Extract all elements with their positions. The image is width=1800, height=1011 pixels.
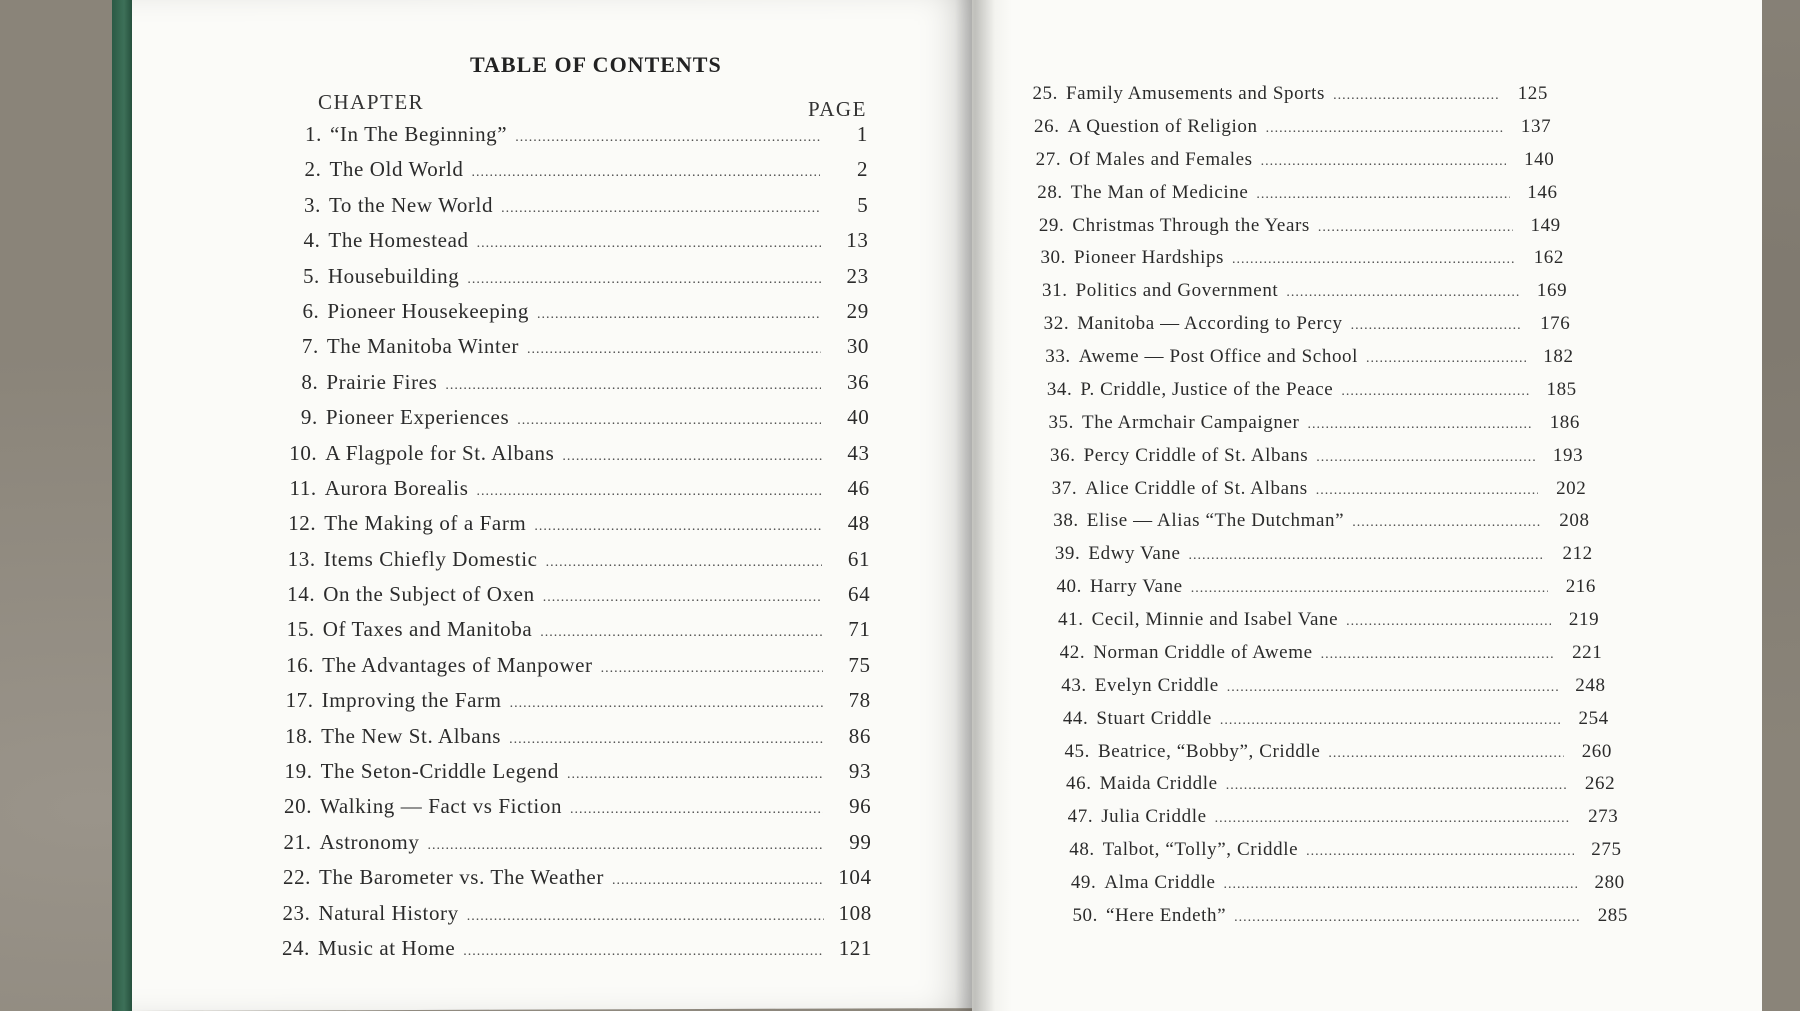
dot-leader [515, 130, 820, 146]
dot-leader [427, 838, 823, 854]
toc-entry [279, 476, 870, 501]
chapter-page-number: 182 [1543, 346, 1574, 368]
chapter-title: The Advantages of Manpower [322, 652, 593, 677]
chapter-title: Music at Home [318, 936, 456, 960]
dot-leader [546, 555, 823, 571]
chapter-number: 2. [304, 157, 322, 182]
chapter-number: 44. [1062, 707, 1089, 729]
page-column-header: PAGE [808, 97, 867, 121]
toc-entry [280, 370, 869, 395]
chapter-title: The Making of a Farm [324, 511, 527, 536]
chapter-number: 5. [302, 263, 320, 288]
dot-leader [1224, 877, 1577, 893]
chapter-number: 25. [1032, 83, 1058, 104]
chapter-page-number: 260 [1581, 740, 1612, 762]
toc-entry [1057, 839, 1622, 861]
chapter-number: 17. [285, 688, 314, 713]
chapter-page-number: 149 [1530, 214, 1561, 236]
dot-leader [1333, 88, 1500, 104]
dot-leader [527, 342, 821, 358]
chapter-title: Talbot, “Tolly”, Criddle [1102, 839, 1299, 861]
chapter-number: 14. [287, 582, 316, 607]
chapter-number: 22. [282, 865, 312, 890]
chapter-number: 16. [286, 652, 315, 677]
chapter-title: The Manitoba Winter [326, 334, 519, 359]
toc-entry [284, 122, 868, 147]
chapter-title: Housebuilding [327, 263, 460, 288]
dot-leader [1191, 581, 1548, 597]
dot-leader [509, 732, 823, 748]
dot-leader [1306, 844, 1573, 860]
toc-entry [1038, 445, 1584, 467]
dot-leader [612, 873, 824, 889]
toc-entry [277, 582, 870, 607]
chapter-title: Pioneer Housekeeping [327, 298, 529, 323]
dot-leader [534, 519, 822, 535]
chapter-number: 39. [1054, 543, 1081, 565]
chapter-number: 50. [1072, 905, 1098, 926]
chapter-number: 13. [287, 546, 316, 571]
chapter-page-number: 125 [1517, 83, 1548, 104]
toc-entry [277, 617, 871, 642]
dot-leader [1341, 384, 1528, 400]
chapter-number: 49. [1070, 872, 1097, 894]
dot-leader [1351, 318, 1523, 334]
chapter-title: “Here Endeth” [1106, 905, 1227, 926]
toc-entry [273, 901, 872, 926]
toc-entry [1020, 83, 1548, 105]
dot-leader [1316, 483, 1539, 499]
chapter-number: 18. [285, 723, 314, 748]
chapter-number: 33. [1045, 346, 1071, 368]
dot-leader [601, 661, 823, 677]
chapter-number: 10. [289, 440, 318, 465]
chapter-title: Prairie Fires [326, 369, 438, 394]
chapter-page-number: 285 [1597, 905, 1628, 926]
chapter-title: Of Taxes and Manitoba [322, 617, 533, 642]
toc-entry [1034, 379, 1576, 401]
chapter-page-number: 99 [849, 829, 872, 854]
dot-leader [1321, 647, 1555, 663]
chapter-page-number: 193 [1552, 444, 1584, 466]
chapter-page-number: 140 [1524, 148, 1555, 170]
toc-entry [283, 157, 868, 182]
chapter-title: Aweme — Post Office and School [1078, 346, 1359, 368]
toc-entry [280, 405, 870, 430]
chapter-page-number: 208 [1559, 510, 1590, 532]
toc-entry [1052, 741, 1612, 763]
chapter-page-number: 40 [847, 405, 870, 430]
left-page [132, 0, 972, 1011]
chapter-page-number: 96 [849, 794, 872, 819]
chapter-number: 23. [282, 900, 311, 925]
chapter-title: Alma Criddle [1104, 872, 1216, 894]
toc-entry [1023, 149, 1554, 171]
chapter-title: The Barometer vs. The Weather [319, 865, 604, 890]
chapter-page-number: 280 [1594, 872, 1625, 894]
dot-leader [1232, 252, 1516, 268]
chapter-number: 19. [284, 759, 313, 784]
chapter-page-number: 5 [857, 192, 869, 217]
chapter-page-number: 137 [1520, 115, 1552, 137]
dot-leader [540, 625, 822, 641]
toc-entry [1041, 510, 1590, 532]
chapter-title: Manitoba — According to Percy [1077, 313, 1343, 335]
chapter-title: Maida Criddle [1099, 773, 1218, 795]
dot-leader [1226, 778, 1568, 794]
chapter-number: 7. [301, 334, 319, 359]
chapter-title: P. Criddle, Justice of the Peace [1080, 378, 1334, 400]
chapter-title: Aurora Borealis [324, 475, 469, 500]
dot-leader [1286, 285, 1519, 301]
chapter-page-number: 61 [847, 546, 871, 571]
chapter-page-number: 2 [857, 157, 869, 182]
chapter-number: 27. [1035, 148, 1062, 170]
chapter-number: 20. [284, 794, 313, 819]
chapter-page-number: 64 [848, 582, 871, 607]
toc-entry [274, 830, 872, 855]
toc-entry [276, 688, 871, 713]
chapter-number: 46. [1066, 773, 1092, 795]
dot-leader [1328, 746, 1564, 762]
toc-entry [1047, 642, 1602, 664]
toc-title: TABLE OF CONTENTS [470, 52, 722, 77]
dot-leader [517, 413, 821, 429]
chapter-page-number: 104 [838, 865, 872, 890]
chapter-number: 21. [283, 829, 312, 854]
chapter-title: Edwy Vane [1088, 543, 1181, 565]
chapter-number: 38. [1053, 510, 1079, 532]
chapter-title: “In The Beginning” [330, 122, 508, 146]
chapter-title: Alice Criddle of St. Albans [1085, 477, 1308, 499]
dot-leader [467, 272, 820, 288]
toc-entry [278, 547, 870, 572]
chapter-page-number: 108 [838, 900, 872, 925]
toc-entry [275, 724, 871, 749]
dot-leader [501, 201, 820, 217]
chapter-page-number: 146 [1527, 181, 1558, 203]
chapter-page-number: 1 [856, 122, 868, 146]
chapter-title: Percy Criddle of St. Albans [1083, 444, 1309, 466]
chapter-title: Improving the Farm [321, 688, 502, 713]
dot-leader [1234, 910, 1580, 926]
chapter-page-number: 275 [1591, 839, 1622, 861]
toc-entry [275, 759, 872, 784]
chapter-title: Of Males and Females [1069, 148, 1253, 170]
chapter-number: 31. [1042, 280, 1068, 302]
chapter-title: Harry Vane [1090, 576, 1183, 598]
chapter-title: The Homestead [328, 228, 469, 253]
chapter-number: 24. [281, 936, 310, 960]
dot-leader [1346, 614, 1551, 630]
chapter-page-number: 169 [1536, 280, 1568, 302]
chapter-title: A Flagpole for St. Albans [325, 440, 555, 465]
chapter-page-number: 254 [1578, 707, 1609, 729]
toc-entry [1044, 576, 1596, 598]
chapter-page-number: 248 [1575, 674, 1606, 696]
chapter-number: 11. [289, 475, 317, 500]
chapter-page-number: 86 [848, 723, 871, 748]
book-cover-edge [112, 0, 132, 1011]
chapter-title: Walking — Fact vs Fiction [320, 794, 563, 819]
chapter-title: Cecil, Minnie and Isabel Vane [1091, 609, 1339, 631]
toc-entry [1042, 543, 1592, 565]
toc-entry [283, 193, 868, 218]
chapter-number: 40. [1056, 576, 1082, 598]
chapter-column-header: CHAPTER [318, 90, 425, 114]
chapter-title: Astronomy [319, 829, 420, 854]
chapter-number: 29. [1038, 214, 1065, 236]
toc-entry [281, 299, 868, 324]
toc-entry [1039, 478, 1586, 500]
chapter-number: 12. [288, 511, 317, 536]
chapter-number: 4. [303, 228, 321, 253]
toc-entry [1049, 675, 1606, 697]
chapter-number: 42. [1059, 641, 1086, 663]
dot-leader [570, 802, 823, 818]
dot-leader [1318, 220, 1513, 236]
toc-entry [1033, 346, 1574, 368]
chapter-page-number: 30 [846, 334, 870, 359]
toc-entry [282, 264, 869, 289]
dot-leader [1307, 417, 1532, 433]
chapter-title: Julia Criddle [1101, 806, 1207, 828]
chapter-page-number: 221 [1572, 641, 1603, 663]
chapter-number: 48. [1069, 839, 1095, 861]
chapter-number: 8. [301, 369, 319, 394]
chapter-page-number: 71 [848, 617, 871, 642]
chapter-number: 47. [1067, 806, 1094, 828]
dot-leader [1316, 450, 1535, 466]
toc-entry [281, 334, 869, 359]
chapter-page-number: 43 [847, 440, 870, 465]
chapter-page-number: 262 [1584, 773, 1616, 795]
chapter-page-number: 219 [1568, 609, 1600, 631]
chapter-page-number: 176 [1540, 313, 1571, 335]
chapter-number: 6. [302, 298, 320, 323]
chapter-page-number: 46 [847, 475, 870, 500]
chapter-number: 45. [1064, 740, 1090, 762]
chapter-title: Natural History [318, 900, 459, 925]
chapter-title: The Seton-Criddle Legend [320, 759, 559, 784]
chapter-page-number: 75 [848, 652, 871, 677]
dot-leader [543, 590, 823, 606]
dot-leader [567, 767, 823, 783]
chapter-title: Elise — Alias “The Dutchman” [1086, 510, 1345, 532]
dot-leader [1220, 713, 1561, 729]
dot-leader [1227, 680, 1558, 696]
dot-leader [562, 449, 821, 465]
dot-leader [537, 307, 821, 323]
chapter-title: Politics and Government [1075, 280, 1279, 302]
toc-entry [1050, 708, 1608, 730]
chapter-title: Beatrice, “Bobby”, Criddle [1098, 740, 1321, 762]
chapter-title: On the Subject of Oxen [323, 582, 535, 607]
chapter-page-number: 93 [848, 759, 872, 784]
chapter-page-number: 29 [846, 298, 869, 323]
toc-entry [1022, 116, 1552, 138]
chapter-page-number: 78 [848, 688, 871, 713]
chapter-number: 37. [1051, 477, 1078, 499]
toc-entry [1026, 215, 1560, 237]
chapter-number: 43. [1061, 674, 1087, 696]
dot-leader [463, 944, 824, 960]
chapter-title: Pioneer Hardships [1074, 247, 1225, 269]
chapter-title: The New St. Albans [321, 723, 502, 748]
dot-leader [477, 236, 821, 252]
chapter-page-number: 121 [838, 936, 872, 960]
toc-entry [1036, 412, 1580, 434]
chapter-page-number: 48 [847, 511, 870, 536]
toc-entry [1031, 313, 1570, 335]
toc-entry [1046, 609, 1600, 631]
toc-entry [273, 865, 872, 890]
chapter-title: Stuart Criddle [1096, 707, 1212, 729]
chapter-number: 30. [1040, 247, 1066, 269]
chapter-page-number: 212 [1562, 543, 1593, 565]
chapter-number: 32. [1043, 313, 1070, 335]
toc-entry [279, 441, 869, 466]
toc-entry [1054, 773, 1616, 795]
toc-entry [1060, 905, 1628, 927]
dot-leader [510, 696, 823, 712]
dot-leader [477, 484, 822, 500]
dot-leader [1215, 811, 1571, 827]
dot-leader [445, 378, 821, 394]
dot-leader [1189, 548, 1545, 564]
dot-leader [472, 165, 821, 181]
dot-leader [1352, 515, 1541, 531]
chapter-number: 3. [304, 192, 321, 217]
book-gutter [955, 0, 995, 1011]
chapter-number: 36. [1050, 444, 1076, 466]
chapter-page-number: 36 [847, 369, 870, 394]
chapter-page-number: 23 [846, 263, 869, 288]
chapter-number: 41. [1058, 609, 1084, 631]
toc-entry [282, 228, 868, 253]
chapter-title: Family Amusements and Sports [1066, 83, 1326, 104]
chapter-page-number: 185 [1546, 378, 1577, 400]
chapter-number: 28. [1037, 181, 1063, 203]
toc-entry [1030, 280, 1568, 302]
dot-leader [1256, 187, 1509, 203]
chapter-number: 26. [1034, 115, 1060, 137]
dot-leader [1261, 154, 1507, 170]
chapter-page-number: 216 [1565, 576, 1596, 598]
chapter-page-number: 13 [846, 228, 869, 253]
dot-leader [467, 909, 824, 925]
dot-leader [1366, 351, 1526, 367]
dot-leader [1266, 121, 1504, 137]
chapter-number: 15. [286, 617, 315, 642]
chapter-title: Christmas Through the Years [1072, 214, 1310, 236]
chapter-title: Pioneer Experiences [325, 405, 510, 430]
toc-entry [1055, 806, 1618, 828]
chapter-title: The Man of Medicine [1070, 181, 1249, 203]
chapter-page-number: 202 [1556, 477, 1587, 499]
toc-entry [1025, 182, 1558, 204]
chapter-page-number: 162 [1533, 247, 1564, 269]
chapter-page-number: 273 [1588, 806, 1619, 828]
toc-entry [274, 794, 871, 819]
chapter-title: To the New World [328, 192, 494, 217]
chapter-title: A Question of Religion [1067, 115, 1258, 137]
chapter-title: Items Chiefly Domestic [323, 546, 538, 571]
chapter-number: 34. [1046, 378, 1073, 400]
chapter-number: 9. [300, 405, 318, 430]
toc-entry [278, 511, 870, 536]
chapter-title: The Armchair Campaigner [1082, 411, 1300, 433]
chapter-number: 1. [305, 122, 322, 146]
toc-entry [272, 936, 872, 961]
toc-entry [1058, 872, 1624, 894]
chapter-title: Norman Criddle of Aweme [1093, 641, 1313, 663]
chapter-number: 35. [1048, 411, 1074, 433]
toc-entry [1028, 247, 1564, 269]
chapter-title: The Old World [329, 157, 464, 182]
chapter-page-number: 186 [1549, 411, 1580, 433]
toc-entry [276, 653, 870, 678]
chapter-title: Evelyn Criddle [1094, 674, 1219, 696]
